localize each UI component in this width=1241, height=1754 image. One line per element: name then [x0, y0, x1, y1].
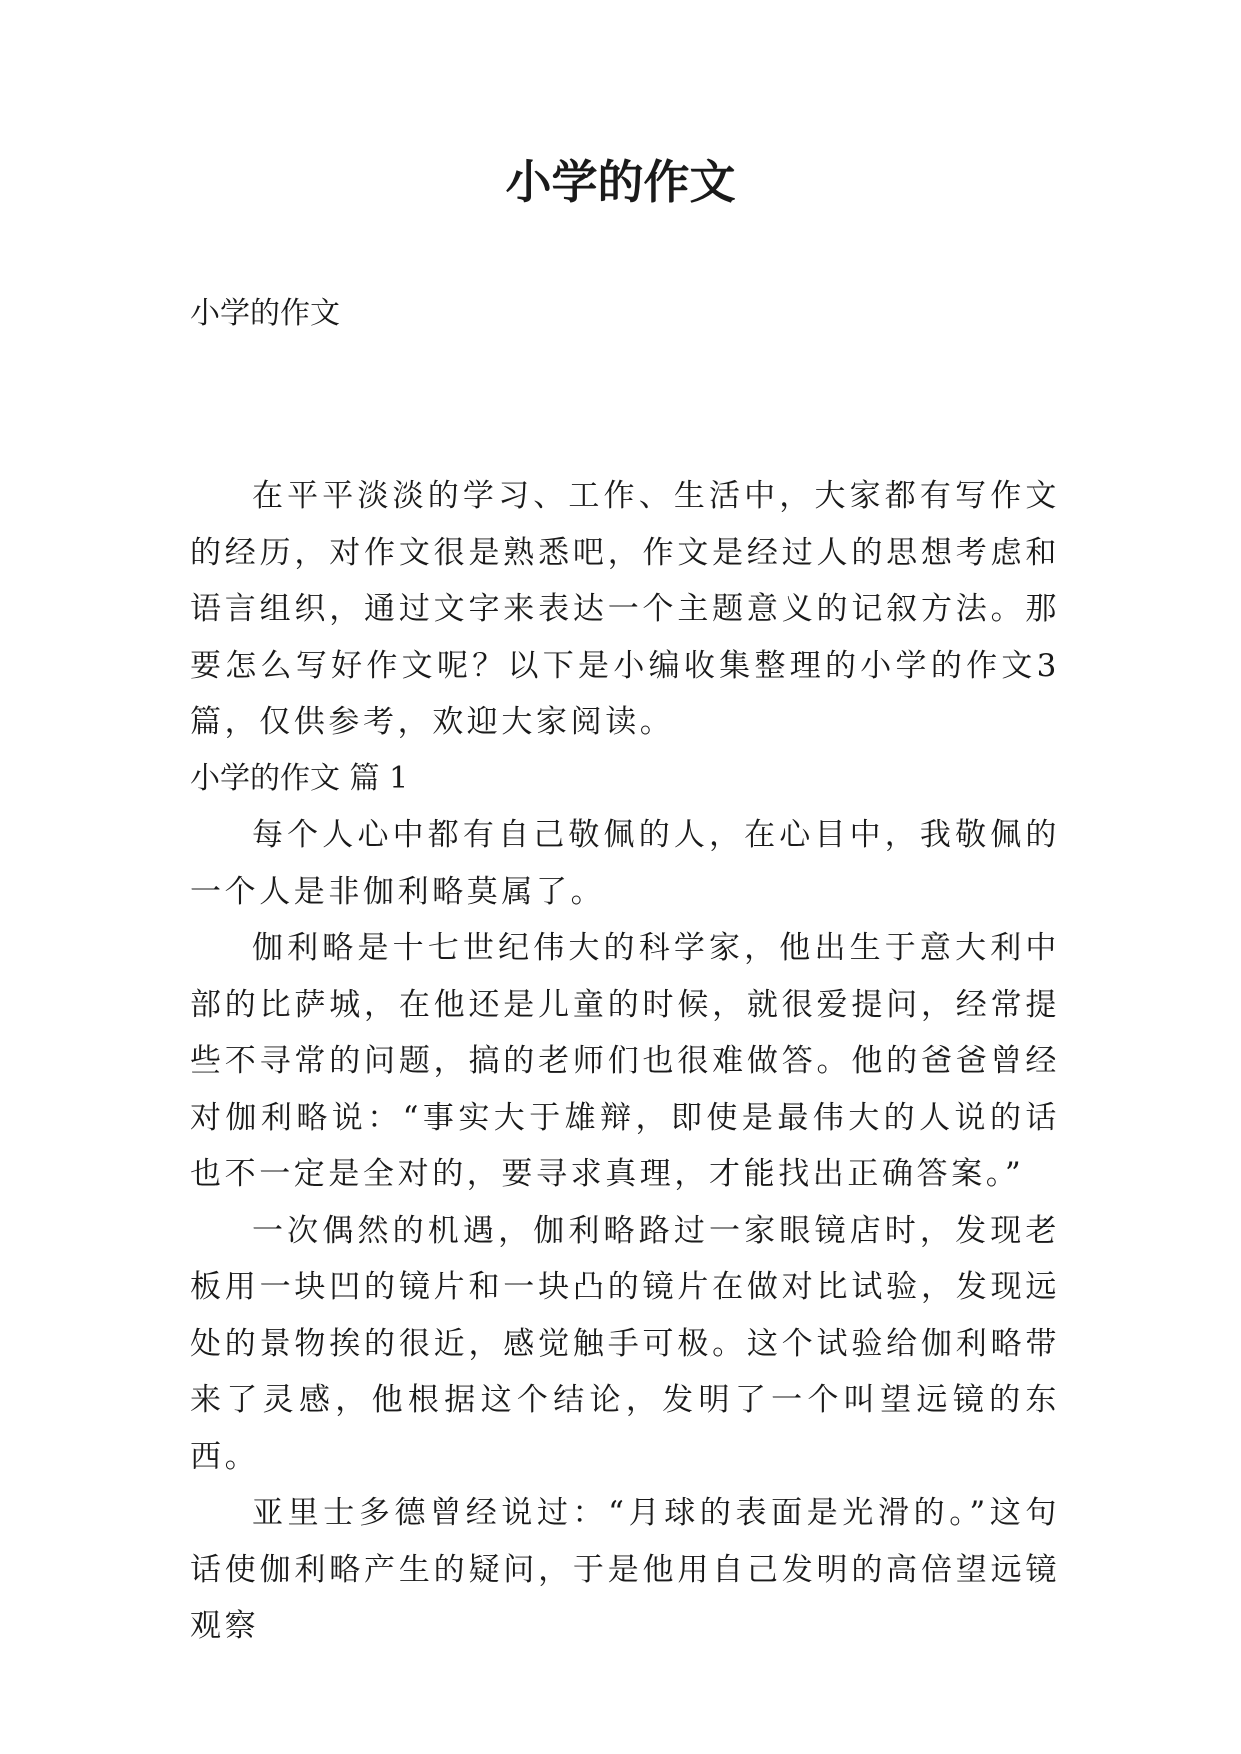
intro-paragraph: 在平平淡淡的学习、工作、生活中，大家都有写作文的经历，对作文很是熟悉吧，作文是经过人的思想考虑和语言组织，通过文字来表达一个主题意义的记叙方法。那要怎么写好作文呢？以下是小编收集整理的小学的作文3篇，仅供参考，欢迎大家阅读。 — [190, 478, 1060, 740]
body-paragraph-3: 一次偶然的机遇，伽利略路过一家眼镜店时，发现老板用一块凹的镜片和一块凸的镜片在做对比试验，发现远处的景物挨的很近，感觉触手可极。这个试验给伽利略带来了灵感，他根据这个结论，发明了一个叫望远镜的东西。 — [190, 1212, 1060, 1475]
body-paragraph-4: 亚里士多德曾经说过：“月球的表面是光滑的。”这句话使伽利略产生的疑问，于是他用自己发明的高倍望远镜观察 — [190, 1495, 1060, 1644]
body-paragraph-2: 伽利略是十七世纪伟大的科学家，他出生于意大利中部的比萨城，在他还是儿童的时候，就很爱提问，经常提些不寻常的问题，搞的老师们也很难做答。他的爸爸曾经对伽利略说：“事实大于雄辩，即使是最伟大的人说的话也不一定是全对的，要寻求真理，才能找出正确答案。” — [190, 930, 1060, 1192]
body-paragraph-1: 每个人心中都有自己敬佩的人，在心目中，我敬佩的一个人是非伽利略莫属了。 — [190, 817, 1060, 910]
document-body — [190, 468, 1060, 1655]
document-title: 小学的作文 — [505, 155, 736, 209]
document-subtitle: 小学的作文 — [190, 296, 340, 331]
section-heading: 小学的作文 篇 1 — [190, 760, 409, 796]
